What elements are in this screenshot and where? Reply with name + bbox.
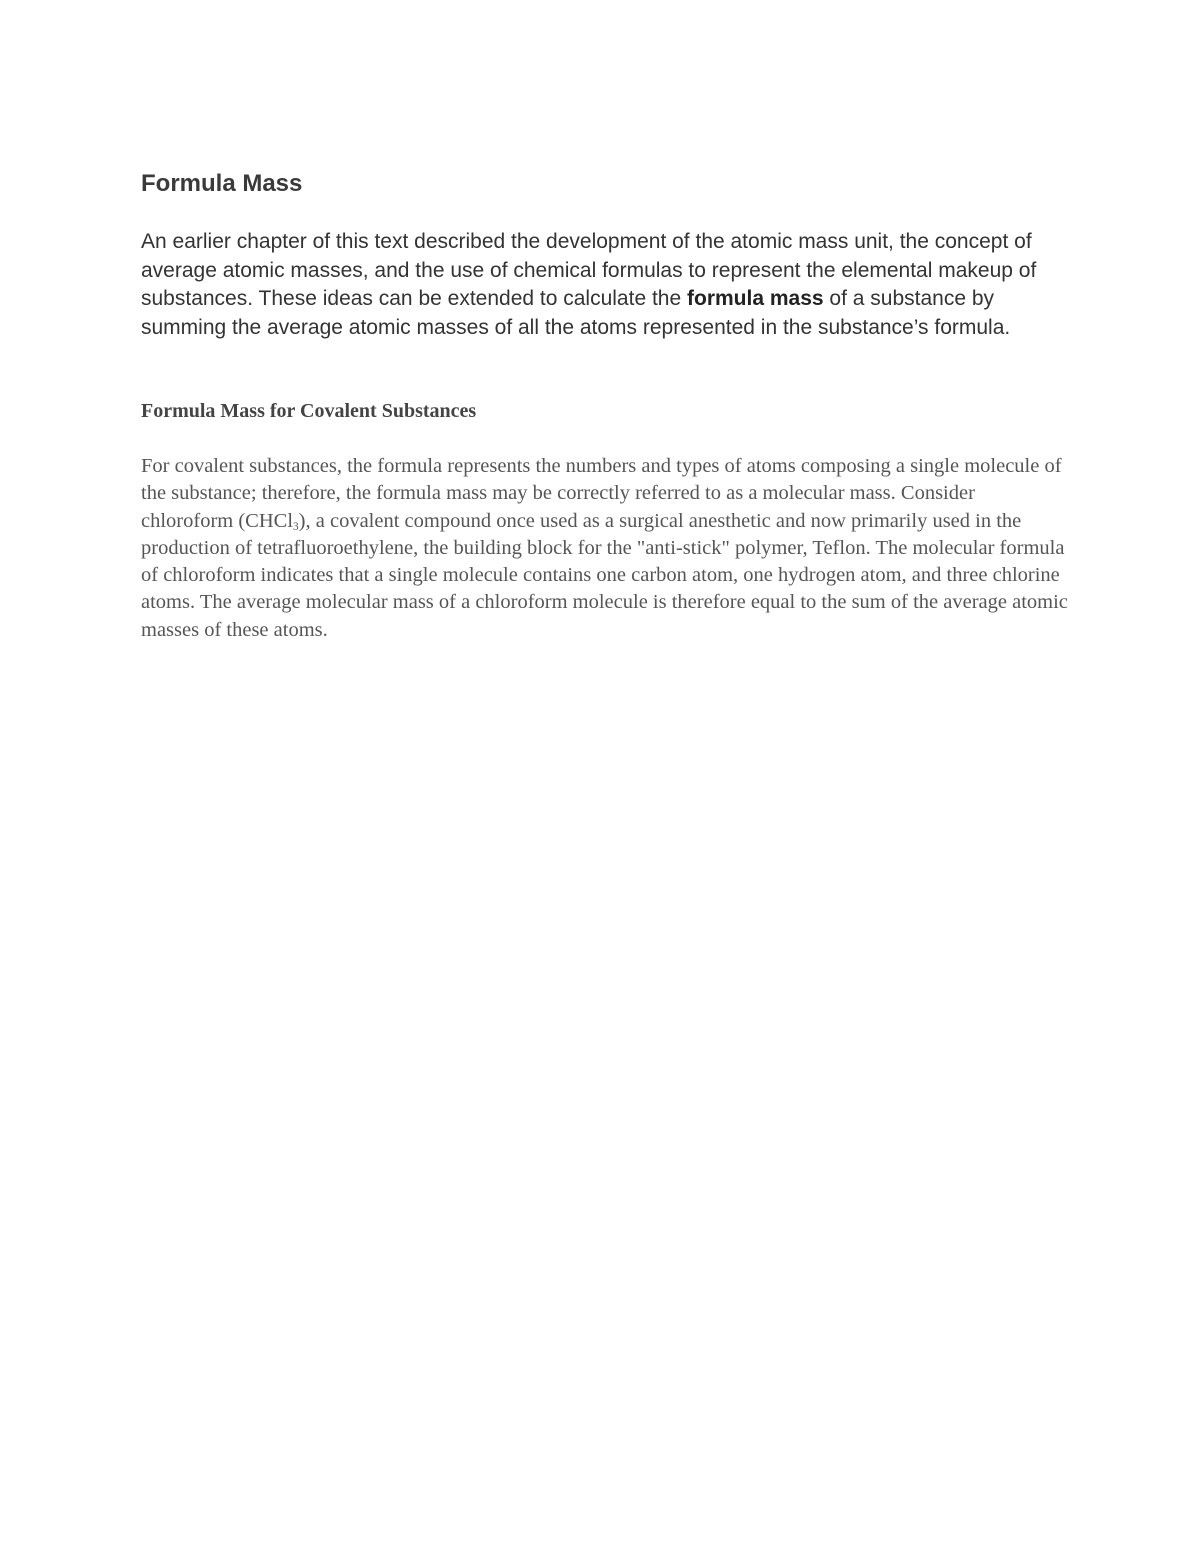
- formula-base: CHCl: [245, 509, 294, 532]
- intro-lead-text: An earlier chapter of this text described the development of the atomic mass unit, the concept of average atomic masses, and the use of chemical formulas to represent the elemental makeup of substances. These ideas can be extended to calculate the: [141, 230, 1037, 310]
- intro-tail-text: of a substance by summing the average atomic masses of all the atoms represented in the substance’s formula.: [141, 287, 1011, 339]
- chloroform-formula: [245, 510, 299, 532]
- page-title: Formula Mass: [141, 170, 303, 197]
- section-title: Formula Mass for Covalent Substances: [141, 400, 477, 422]
- formula-mass-term: formula mass: [687, 287, 824, 310]
- formula-subscript: 3: [293, 520, 299, 533]
- paragraph-text-before-formula: For covalent substances, the formula represents the numbers and types of atoms composing a single molecule of the substance; therefore, the formula mass may be correctly referred to as a molecular mass. Consider chloroform (: [141, 455, 1062, 532]
- intro-paragraph: [141, 228, 1081, 342]
- covalent-paragraph: [141, 453, 1071, 644]
- paragraph-text-after-formula: ), a covalent compound once used as a surgical anesthetic and now primarily used in the production of tetrafluoroethylene, the building block for the "anti-stick" polymer, Teflon. The molecular formula of chloroform indicates that a single molecule contains one carbon atom, one hydrogen atom, and three chlorine atoms. The average molecular mass of a chloroform molecule is therefore equal to the sum of the average atomic masses of these atoms.: [141, 509, 1068, 641]
